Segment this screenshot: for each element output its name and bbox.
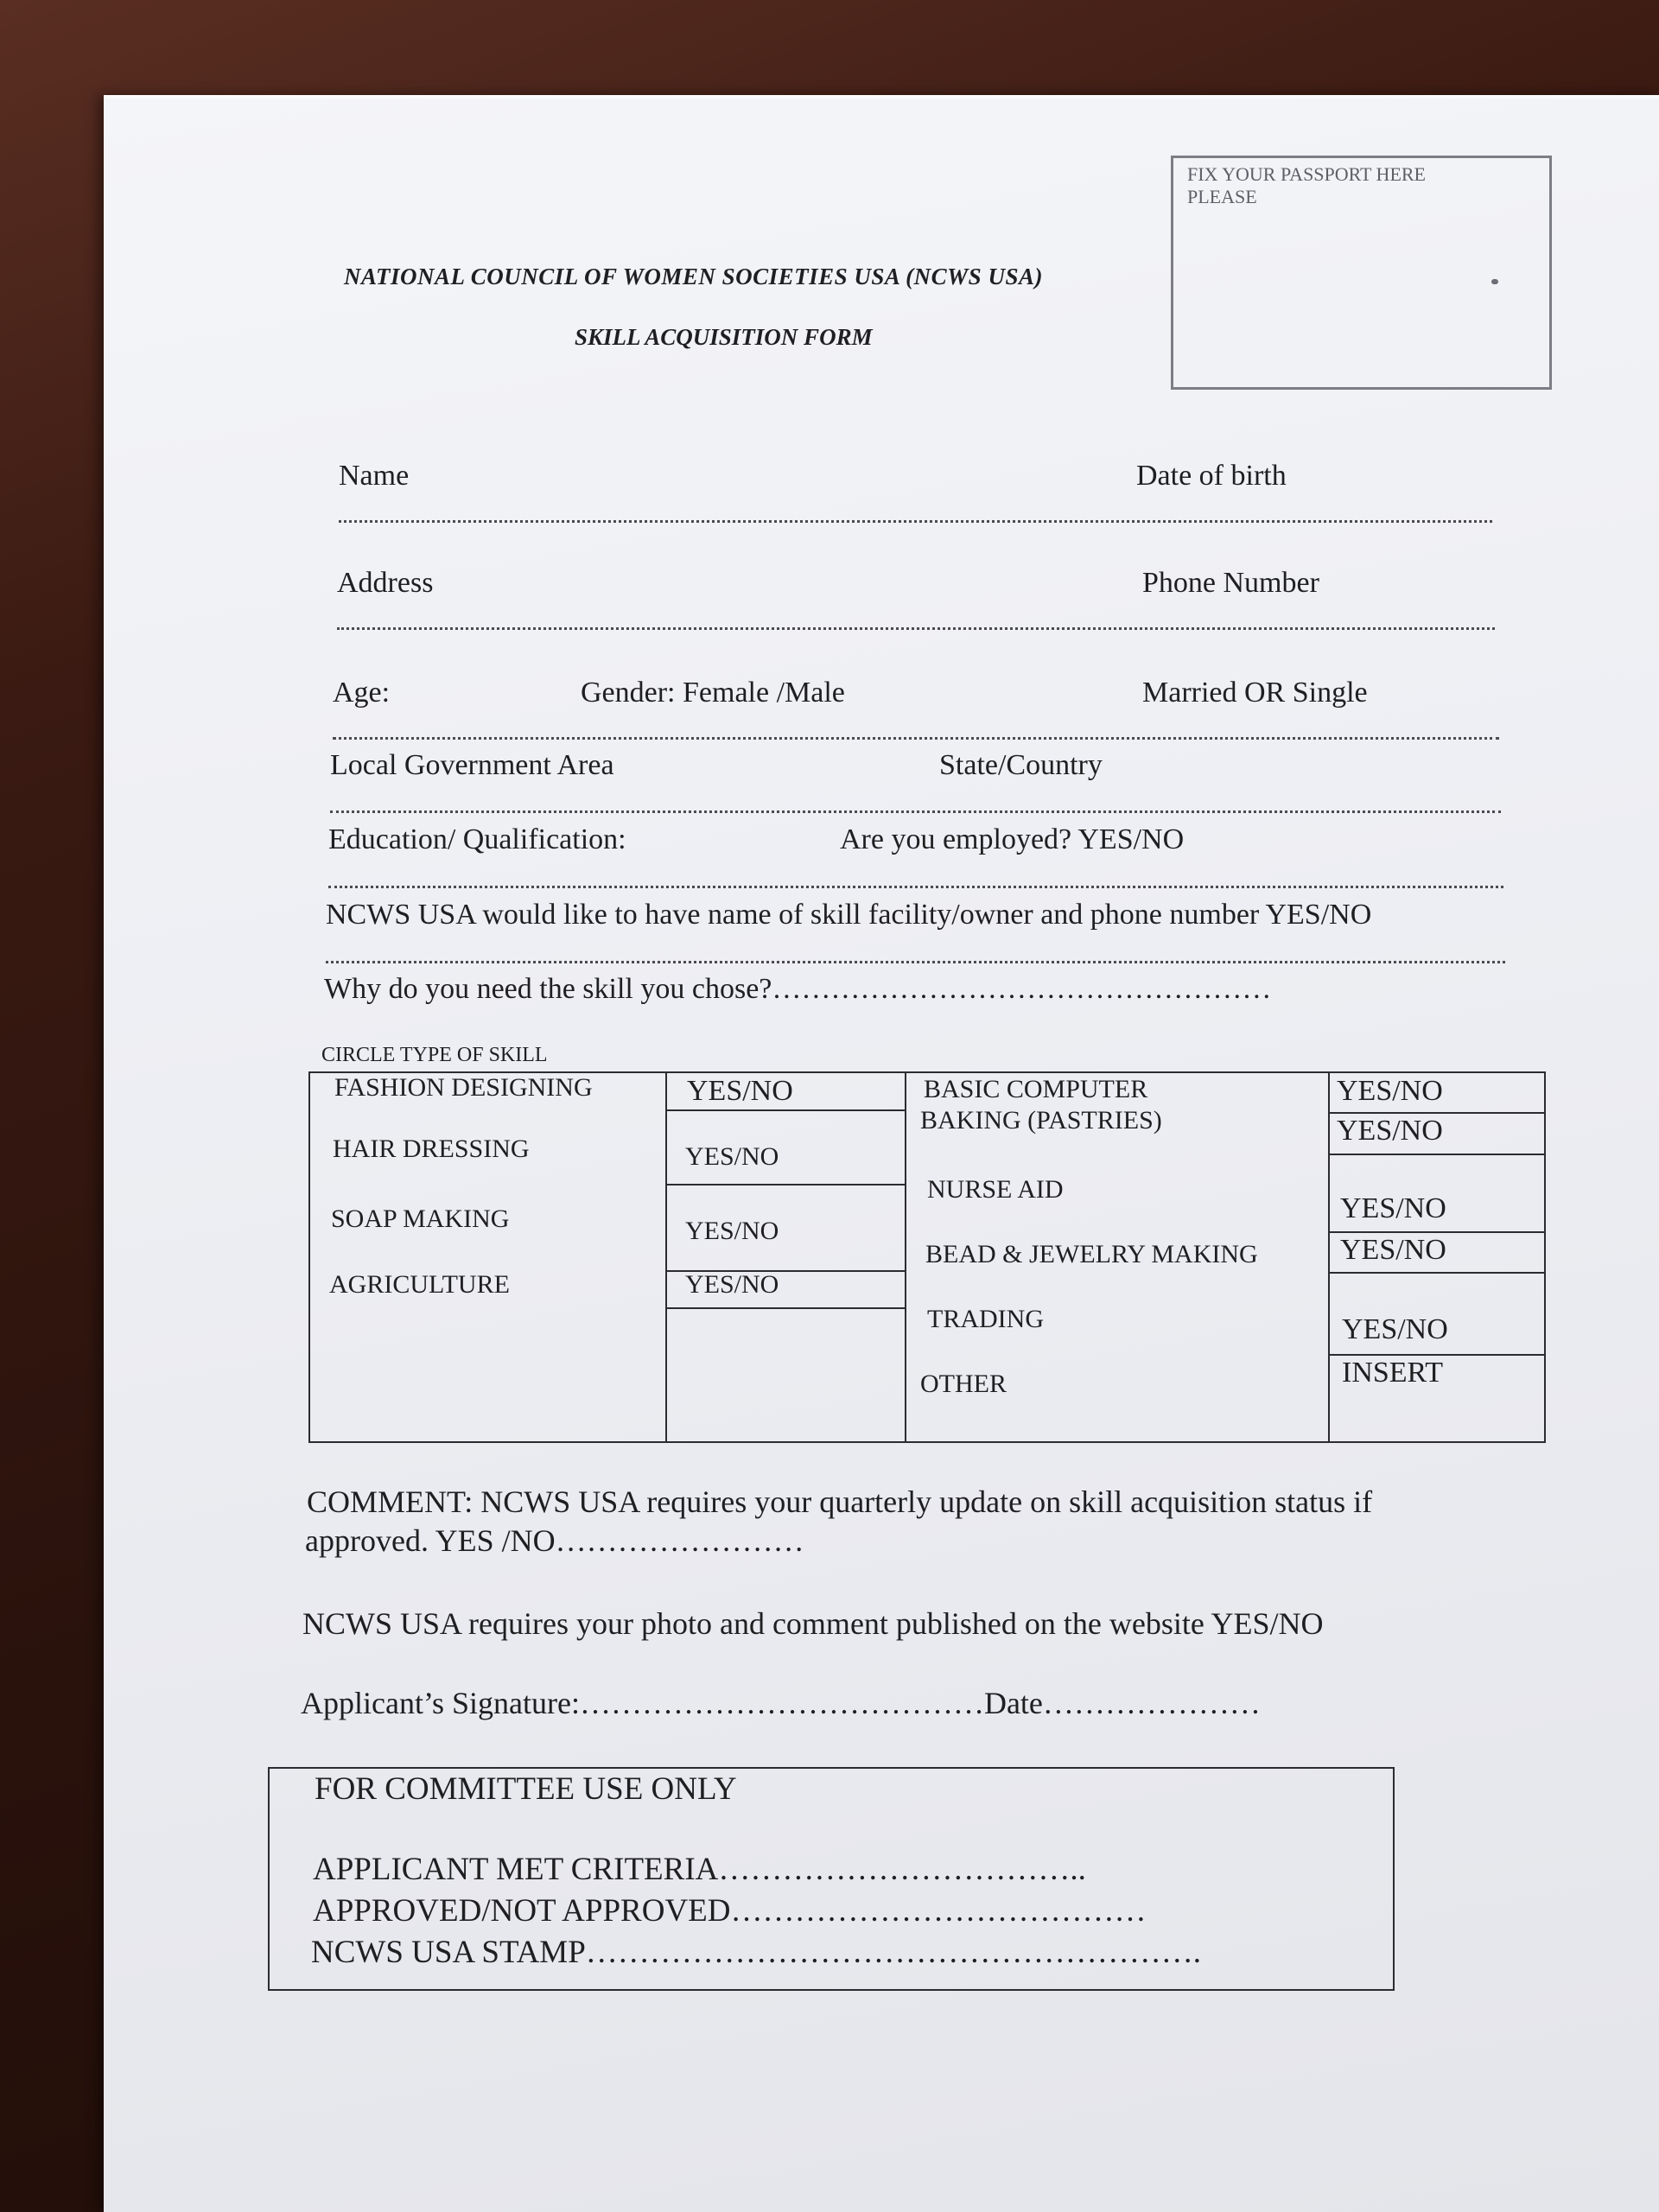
skill-trading: TRADING xyxy=(927,1305,1044,1333)
skill-table xyxy=(308,1071,1546,1443)
why-skill-question: Why do you need the skill you chose?…………………………………………… xyxy=(324,973,1272,1005)
answer-bead-jewelry[interactable]: YES/NO xyxy=(1340,1234,1446,1266)
table-border-left xyxy=(308,1071,310,1443)
skill-other: OTHER xyxy=(920,1370,1007,1398)
organization-title: NATIONAL COUNCIL OF WOMEN SOCIETIES USA (NCWS USA) xyxy=(344,264,1043,289)
skill-baking-pastries: BAKING (PASTRIES) xyxy=(920,1106,1162,1135)
name-label: Name xyxy=(339,460,410,492)
answer-trading[interactable]: YES/NO xyxy=(1342,1313,1448,1345)
skill-soap-making: SOAP MAKING xyxy=(331,1205,510,1233)
table-divider-2 xyxy=(905,1071,906,1443)
answer-other-insert[interactable]: INSERT xyxy=(1342,1357,1443,1389)
answer-baking-pastries[interactable]: YES/NO xyxy=(1337,1115,1443,1147)
quarterly-update-comment-line2: approved. YES /NO…………………… xyxy=(305,1523,804,1558)
address-label: Address xyxy=(337,567,434,599)
applicant-met-criteria[interactable]: APPLICANT MET CRITERIA…………………………….. xyxy=(313,1852,1086,1887)
gender-label: Gender: Female /Male xyxy=(581,677,845,709)
state-country-label: State/Country xyxy=(939,749,1103,781)
passport-photo-line2: PLEASE xyxy=(1187,186,1257,207)
committee-use-box xyxy=(268,1767,1395,1991)
passport-photo-box xyxy=(1171,156,1552,390)
answer-row-line xyxy=(665,1184,905,1185)
table-border-right xyxy=(1544,1071,1546,1443)
age-dotted-line[interactable] xyxy=(333,737,1499,740)
table-border-bottom xyxy=(308,1441,1546,1443)
answer-row-line xyxy=(1328,1272,1544,1274)
phone-number-label: Phone Number xyxy=(1142,567,1319,599)
skill-agriculture: AGRICULTURE xyxy=(329,1270,510,1299)
address-dotted-line[interactable] xyxy=(337,627,1495,630)
answer-row-line xyxy=(1328,1154,1544,1155)
date-of-birth-label: Date of birth xyxy=(1136,460,1287,492)
answer-row-line xyxy=(1328,1112,1544,1114)
name-dotted-line[interactable] xyxy=(339,520,1492,523)
answer-row-line xyxy=(665,1307,905,1309)
answer-basic-computer[interactable]: YES/NO xyxy=(1337,1075,1443,1107)
signature-date-line[interactable]: Applicant’s Signature:…………………………………Date………………… xyxy=(301,1686,1261,1720)
education-dotted-line[interactable] xyxy=(328,886,1503,888)
skill-bead-jewelry-making: BEAD & JEWELRY MAKING xyxy=(925,1240,1258,1268)
employed-label: Are you employed? YES/NO xyxy=(840,823,1185,855)
education-label: Education/ Qualification: xyxy=(328,823,626,855)
answer-agriculture[interactable]: YES/NO xyxy=(685,1270,779,1299)
answer-nurse-aid[interactable]: YES/NO xyxy=(1340,1192,1446,1224)
skill-fashion-designing: FASHION DESIGNING xyxy=(334,1073,593,1102)
quarterly-update-comment-line1: COMMENT: NCWS USA requires your quarterly update on skill acquisition status if xyxy=(307,1484,1373,1519)
skill-nurse-aid: NURSE AID xyxy=(927,1175,1064,1204)
answer-soap-making[interactable]: YES/NO xyxy=(685,1217,779,1245)
approved-not-approved[interactable]: APPROVED/NOT APPROVED………………………………… xyxy=(313,1893,1147,1929)
ncws-usa-stamp[interactable]: NCWS USA STAMP…………………………………………………. xyxy=(311,1935,1202,1970)
local-government-area-label: Local Government Area xyxy=(330,749,614,781)
skill-table-caption: CIRCLE TYPE OF SKILL xyxy=(321,1044,548,1066)
photo-publication-comment: NCWS USA requires your photo and comment published on the website YES/NO xyxy=(302,1606,1324,1641)
answer-row-line xyxy=(665,1109,905,1111)
ink-dot xyxy=(1491,279,1498,284)
lga-dotted-line[interactable] xyxy=(330,810,1501,813)
committee-title: FOR COMMITTEE USE ONLY xyxy=(315,1771,737,1807)
skill-hair-dressing: HAIR DRESSING xyxy=(333,1135,530,1163)
skill-basic-computer: BASIC COMPUTER xyxy=(924,1075,1148,1103)
marital-status-label: Married OR Single xyxy=(1142,677,1368,709)
answer-row-line xyxy=(1328,1231,1544,1233)
passport-photo-instruction xyxy=(1187,163,1446,208)
age-label: Age: xyxy=(333,677,391,709)
form-title: SKILL ACQUISITION FORM xyxy=(575,324,873,350)
answer-hair-dressing[interactable]: YES/NO xyxy=(685,1142,779,1171)
table-divider-3 xyxy=(1328,1071,1330,1443)
answer-fashion-designing[interactable]: YES/NO xyxy=(687,1075,793,1107)
paper-edge xyxy=(104,95,1659,99)
answer-row-line xyxy=(1328,1354,1544,1356)
facility-dotted-line[interactable] xyxy=(326,961,1505,963)
table-divider-1 xyxy=(665,1071,667,1443)
passport-photo-line1: FIX YOUR PASSPORT HERE xyxy=(1187,163,1426,185)
facility-question: NCWS USA would like to have name of skill facility/owner and phone number YES/NO xyxy=(326,899,1372,931)
